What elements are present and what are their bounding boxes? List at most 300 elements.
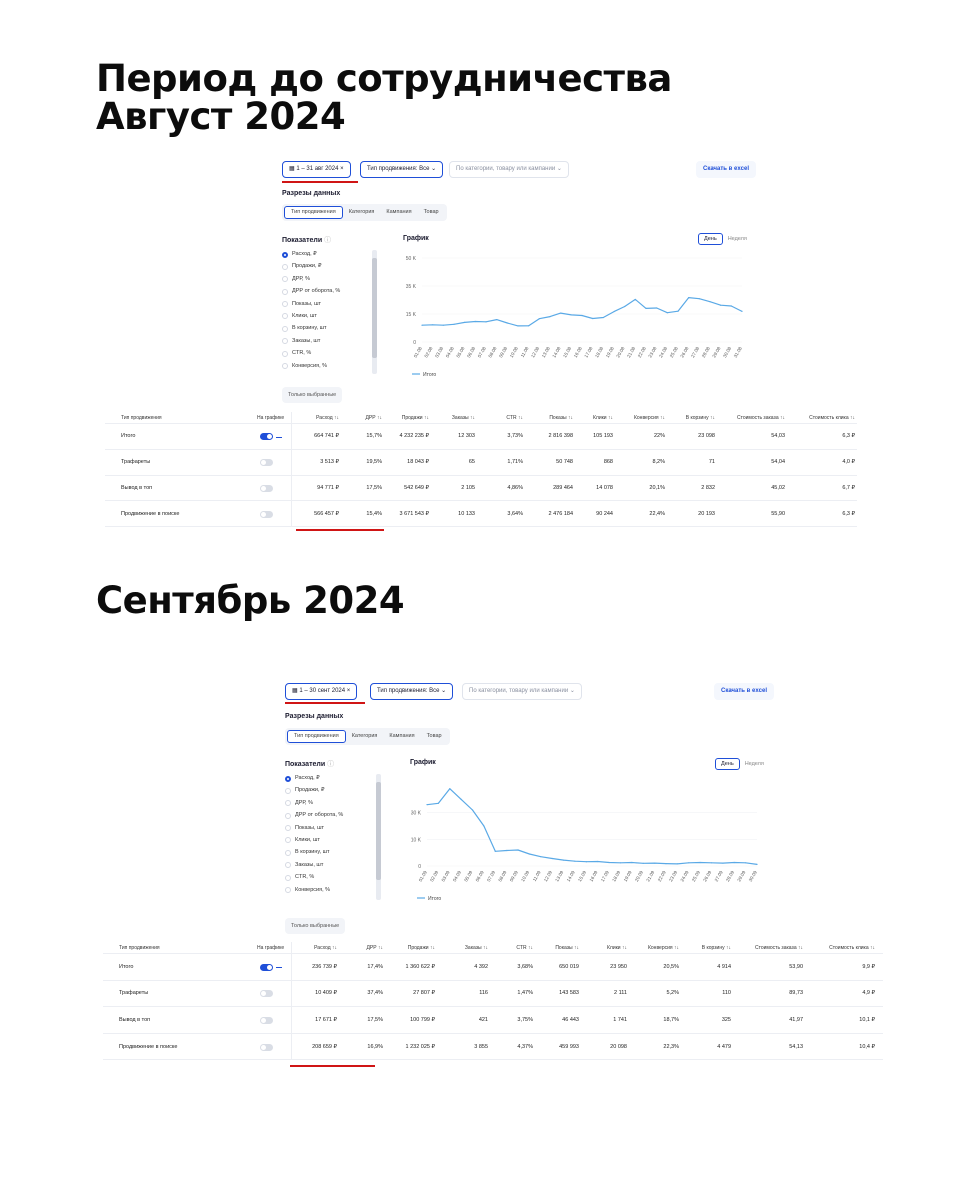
tab-promotion-type[interactable]: Тип продвижения <box>287 730 346 743</box>
table-cell: 19,5% <box>366 459 382 466</box>
table-cell: 3 671 543 ₽ <box>399 510 429 517</box>
column-header[interactable]: Показы ↑↓ <box>549 414 573 421</box>
column-header[interactable]: Заказы ↑↓ <box>464 944 488 951</box>
metrics-label-text: Показатели <box>285 761 326 768</box>
metric-label: Заказы, шт <box>292 337 321 344</box>
data-point <box>722 862 723 863</box>
chart-toggle[interactable] <box>260 511 273 518</box>
radio-icon <box>285 875 291 881</box>
metric-item[interactable] <box>282 248 377 260</box>
x-tick-label: 02.09 <box>429 870 440 883</box>
data-point <box>485 321 486 322</box>
x-tick-label: 22.08 <box>636 346 647 359</box>
table-cell: 4,0 ₽ <box>842 459 855 466</box>
column-header[interactable]: CTR ↑↓ <box>516 944 533 951</box>
metric-item[interactable] <box>285 859 380 871</box>
chart-toggle[interactable] <box>260 990 273 997</box>
data-point <box>496 319 497 320</box>
x-tick-label: 31.08 <box>732 346 743 359</box>
chart-toggle[interactable] <box>260 1044 273 1051</box>
tab-campaign[interactable]: Кампания <box>386 209 412 215</box>
chart-toggle[interactable] <box>260 433 273 440</box>
data-point <box>571 314 572 315</box>
column-header[interactable]: Стоимость клика ↑↓ <box>829 944 875 951</box>
chart-toggle[interactable] <box>260 485 273 492</box>
metric-item[interactable] <box>282 347 377 359</box>
metric-label: Конверсия, % <box>295 886 331 893</box>
metric-item[interactable] <box>285 797 380 809</box>
table-cell: 3 513 ₽ <box>320 459 339 466</box>
date-range-chip[interactable] <box>285 683 357 700</box>
x-tick-label: 11.08 <box>519 346 530 359</box>
tab-category[interactable]: Категория <box>351 733 378 739</box>
table-cell: 10,1 ₽ <box>859 1016 875 1023</box>
x-tick-label: 10.08 <box>508 346 519 359</box>
tab-product[interactable]: Товар <box>423 209 439 215</box>
metric-item[interactable] <box>282 298 377 310</box>
heading-period-before <box>96 57 672 138</box>
tab-campaign[interactable]: Кампания <box>389 733 415 739</box>
table-cell: 17,4% <box>367 963 383 970</box>
radio-icon <box>282 276 288 282</box>
table-row[interactable] <box>105 424 857 450</box>
table-cell: 53,90 <box>789 963 803 970</box>
calendar-icon: ▦ <box>292 688 300 694</box>
data-point <box>421 325 422 326</box>
table-cell: 9,9 ₽ <box>862 963 875 970</box>
metric-item[interactable] <box>282 285 377 297</box>
metric-item[interactable] <box>285 784 380 796</box>
table-cell: 868 <box>603 459 613 466</box>
x-tick-label: 16.09 <box>588 870 599 883</box>
period-week[interactable]: Неделя <box>727 236 747 242</box>
x-tick-label: 28.08 <box>700 346 711 359</box>
table-cell: 1 232 025 ₽ <box>405 1043 435 1050</box>
data-point <box>443 325 444 326</box>
table-cell: 325 <box>721 1016 731 1023</box>
metric-label: В корзину, шт <box>292 325 327 332</box>
heading-line-1: Период до сотрудничества <box>96 57 672 100</box>
metric-item[interactable] <box>282 260 377 272</box>
x-tick-label: 24.09 <box>679 870 690 883</box>
data-point <box>613 311 614 312</box>
metric-item[interactable] <box>282 310 377 322</box>
table-cell: 15,4% <box>366 510 382 517</box>
series-line <box>422 298 742 326</box>
metric-item[interactable] <box>282 322 377 334</box>
data-point <box>592 318 593 319</box>
close-icon[interactable]: × <box>338 166 344 172</box>
radio-icon <box>282 351 288 357</box>
data-point <box>720 305 721 306</box>
data-point <box>631 862 632 863</box>
table-cell: 105 193 <box>593 433 613 440</box>
column-header: На графике <box>257 944 285 951</box>
chart-label: График <box>403 235 429 242</box>
series-line <box>427 789 757 865</box>
legend-label: Итого <box>428 896 442 902</box>
radio-icon <box>285 887 291 893</box>
column-header[interactable]: В корзину ↑↓ <box>685 414 715 421</box>
table-cell: 650 019 <box>559 963 579 970</box>
column-header[interactable]: Расход ↑↓ <box>314 944 337 951</box>
table-cell: 2 105 <box>461 484 475 491</box>
y-tick-label: 0 <box>413 340 416 346</box>
download-excel-button[interactable]: Скачать в excel <box>714 683 774 700</box>
x-tick-label: 07.08 <box>476 346 487 359</box>
table-cell: 100 799 ₽ <box>410 1016 435 1023</box>
table-cell: 143 583 <box>559 990 579 997</box>
tab-product[interactable]: Товар <box>426 733 442 739</box>
column-header[interactable]: Продажи ↑↓ <box>407 944 435 951</box>
data-point <box>734 862 735 863</box>
x-tick-label: 18.08 <box>594 346 605 359</box>
radio-icon <box>282 313 288 319</box>
period-day[interactable]: День <box>715 758 740 770</box>
table-cell: 1 360 622 ₽ <box>405 963 435 970</box>
x-tick-label: 16.08 <box>572 346 583 359</box>
table-cell: 3,75% <box>517 1016 533 1023</box>
filter-text: По категории, товару или кампании <box>469 688 569 694</box>
period-week[interactable]: Неделя <box>744 761 764 767</box>
data-point <box>756 864 757 865</box>
metric-item[interactable] <box>285 822 380 834</box>
radio-icon <box>285 850 291 856</box>
metrics-scrollbar[interactable] <box>372 250 377 374</box>
table-row[interactable] <box>103 1034 883 1061</box>
legend-label: Итого <box>423 372 437 378</box>
download-excel-button[interactable]: Скачать в excel <box>696 161 756 178</box>
x-tick-label: 10.09 <box>520 870 531 883</box>
column-header[interactable]: Клики ↑↓ <box>593 414 613 421</box>
slice-tabs <box>285 728 450 745</box>
x-tick-label: 20.09 <box>633 870 645 883</box>
data-slices-label: Разрезы данных <box>285 713 344 720</box>
metric-label: CTR, % <box>295 874 315 881</box>
data-point <box>426 804 427 805</box>
metric-label: ДРР от оборота, % <box>295 812 344 819</box>
table-header <box>103 942 883 954</box>
table-cell: 46 443 <box>562 1016 579 1023</box>
metric-item[interactable] <box>285 834 380 846</box>
column-header[interactable]: Показы ↑↓ <box>555 944 579 951</box>
data-point <box>699 298 700 299</box>
table-cell: 2 832 <box>701 484 715 491</box>
table-cell: 23 098 <box>698 433 715 440</box>
x-tick-label: 21.08 <box>626 346 637 359</box>
table-cell: 27 807 ₽ <box>413 990 435 997</box>
line-chart <box>400 778 770 913</box>
category-filter[interactable] <box>462 683 582 700</box>
only-selected-button[interactable]: Только выбранные <box>282 387 342 403</box>
x-tick-label: 08.09 <box>497 870 508 883</box>
table-cell: 2 816 398 <box>548 433 573 440</box>
table-cell: 421 <box>478 1016 488 1023</box>
table-cell: 20 098 <box>610 1043 627 1050</box>
table-cell: 20 193 <box>698 510 715 517</box>
x-tick-label: 12.08 <box>530 346 541 359</box>
table-cell: 94 771 ₽ <box>317 484 339 491</box>
table-cell: 664 741 ₽ <box>314 433 339 440</box>
metric-item[interactable] <box>285 884 380 896</box>
table-cell: 1 741 <box>613 1016 627 1023</box>
data-point <box>667 312 668 313</box>
table-cell: 15,7% <box>366 433 382 440</box>
data-point <box>624 306 625 307</box>
filter-text: Тип продвижения: Все <box>377 688 440 694</box>
scrollbar-thumb[interactable] <box>376 782 381 880</box>
row-name: Трафареты <box>121 459 151 466</box>
data-point <box>495 851 496 852</box>
metric-label: ДРР от оборота, % <box>292 288 341 295</box>
table-cell: 1,47% <box>517 990 533 997</box>
table-cell: 18 043 ₽ <box>407 459 429 466</box>
period-day[interactable]: День <box>698 233 723 245</box>
table-row[interactable] <box>105 450 857 476</box>
chart-toggle[interactable] <box>260 964 273 971</box>
data-point <box>656 307 657 308</box>
table-cell: 566 457 ₽ <box>314 510 339 517</box>
x-tick-label: 18.09 <box>611 870 622 883</box>
x-tick-label: 13.09 <box>554 870 565 883</box>
y-tick-label: 10 K <box>410 837 421 844</box>
table-cell: 14 078 <box>596 484 613 491</box>
tab-category[interactable]: Категория <box>348 209 375 215</box>
metric-label: Расход, ₽ <box>295 775 320 781</box>
promotion-type-filter[interactable] <box>370 683 453 700</box>
legend-dash <box>276 967 282 968</box>
radio-icon <box>282 252 288 258</box>
x-tick-label: 04.08 <box>444 346 455 359</box>
row-name: Продвижение в поиске <box>119 1043 178 1050</box>
table-cell: 4 232 235 ₽ <box>399 433 429 440</box>
row-name: Продвижение в поиске <box>121 510 180 517</box>
metric-label: Клики, шт <box>295 836 320 843</box>
table-cell: 5,2% <box>666 990 679 997</box>
table-row[interactable] <box>103 1007 883 1034</box>
table-cell: 10 133 <box>458 510 475 517</box>
table-cell: 116 <box>479 990 488 997</box>
x-tick-label: 01.09 <box>417 870 428 883</box>
metric-item[interactable] <box>285 846 380 858</box>
metrics-scrollbar[interactable] <box>376 774 381 900</box>
data-point <box>677 311 678 312</box>
data-point <box>552 858 553 859</box>
data-point <box>461 799 462 800</box>
legend-dash <box>276 437 282 438</box>
data-point <box>645 308 646 309</box>
table-cell: 4 392 <box>474 963 488 970</box>
table-cell: 236 739 ₽ <box>312 963 337 970</box>
radio-icon <box>285 800 291 806</box>
data-table <box>103 942 883 1066</box>
y-tick-label: 15 K <box>405 312 416 318</box>
metric-label: Продажи, ₽ <box>295 787 325 794</box>
table-cell: 71 <box>708 459 715 466</box>
metric-item[interactable] <box>285 772 380 784</box>
table-cell: 208 659 ₽ <box>312 1043 337 1050</box>
data-point <box>731 305 732 306</box>
metric-item[interactable] <box>285 809 380 821</box>
chart-label: График <box>410 759 436 766</box>
data-point <box>453 324 454 325</box>
table-cell: 3,64% <box>507 510 523 517</box>
metric-label: ДРР, % <box>295 799 313 806</box>
x-tick-label: 03.08 <box>434 346 445 359</box>
data-point <box>620 862 621 863</box>
table-cell: 20,1% <box>649 484 665 491</box>
x-tick-label: 07.09 <box>486 870 497 883</box>
column-header[interactable]: В корзину ↑↓ <box>701 944 731 951</box>
metric-label: Продажи, ₽ <box>292 263 322 270</box>
metric-item[interactable] <box>282 360 377 372</box>
x-tick-label: 15.08 <box>562 346 573 359</box>
table-cell: 89,73 <box>789 990 803 997</box>
chart-toggle[interactable] <box>260 1017 273 1024</box>
scrollbar-thumb[interactable] <box>372 258 377 358</box>
row-name: Итого <box>121 433 136 440</box>
x-tick-label: 14.09 <box>565 870 576 883</box>
table-cell: 16,9% <box>367 1043 383 1050</box>
row-name: Вывод в топ <box>119 1016 151 1023</box>
column-header[interactable]: ДРР ↑↓ <box>365 414 382 421</box>
data-point <box>677 863 678 864</box>
table-cell: 22,3% <box>663 1043 679 1050</box>
x-tick-label: 26.08 <box>679 346 690 359</box>
date-range-text: 1 – 31 авг 2024 <box>296 166 339 172</box>
column-header[interactable]: Стоимость заказа ↑↓ <box>755 944 803 951</box>
table-cell: 90 244 <box>596 510 613 517</box>
radio-icon <box>282 326 288 332</box>
screenshot-august <box>100 155 860 535</box>
column-header[interactable]: Заказы ↑↓ <box>451 414 475 421</box>
x-tick-label: 28.09 <box>725 870 736 883</box>
chart-toggle[interactable] <box>260 459 273 466</box>
table-cell: 23 950 <box>610 963 627 970</box>
data-point <box>586 861 587 862</box>
highlight-underline <box>282 181 358 183</box>
x-tick-label: 25.09 <box>690 870 701 883</box>
data-point <box>507 322 508 323</box>
table-cell: 3,68% <box>517 963 533 970</box>
table-cell: 2 111 <box>614 990 627 997</box>
radio-icon <box>282 301 288 307</box>
data-point <box>709 301 710 302</box>
period-toggle <box>698 233 752 245</box>
table-cell: 45,02 <box>771 484 785 491</box>
data-point <box>540 856 541 857</box>
x-tick-label: 24.08 <box>658 346 669 359</box>
close-icon[interactable]: × <box>345 688 351 694</box>
data-point <box>506 850 507 851</box>
slice-tabs <box>282 204 447 221</box>
radio-icon <box>285 813 291 819</box>
table-cell: 65 <box>468 459 475 466</box>
data-point <box>549 316 550 317</box>
data-point <box>688 862 689 863</box>
table-row[interactable] <box>103 981 883 1008</box>
table-cell: 2 476 184 <box>548 510 573 517</box>
column-header: Тип продвижения <box>121 414 162 421</box>
metrics-label <box>285 759 334 769</box>
table-cell: 54,13 <box>789 1043 803 1050</box>
x-tick-label: 14.08 <box>551 346 562 359</box>
x-tick-label: 11.09 <box>531 870 542 883</box>
x-tick-label: 09.08 <box>498 346 509 359</box>
column-header[interactable]: Конверсия ↑↓ <box>633 414 665 421</box>
column-header[interactable]: Продажи ↑↓ <box>401 414 429 421</box>
table-cell: 289 464 <box>553 484 573 491</box>
data-point <box>597 861 598 862</box>
table-cell: 6,3 ₽ <box>842 433 855 440</box>
data-point <box>560 312 561 313</box>
column-header[interactable]: Конверсия ↑↓ <box>647 944 679 951</box>
x-tick-label: 15.09 <box>577 870 588 883</box>
table-cell: 542 649 ₽ <box>404 484 429 491</box>
chevron-down-icon: ⌄ <box>429 166 437 172</box>
x-tick-label: 12.09 <box>542 870 554 883</box>
table-row[interactable] <box>105 501 857 527</box>
column-header[interactable]: Стоимость клика ↑↓ <box>809 414 855 421</box>
metric-item[interactable] <box>282 335 377 347</box>
period-toggle <box>715 758 769 770</box>
data-point <box>472 809 473 810</box>
table-cell: 3,73% <box>507 433 523 440</box>
table-cell: 17 671 ₽ <box>315 1016 337 1023</box>
x-tick-label: 04.09 <box>451 870 463 883</box>
data-point <box>449 788 450 789</box>
only-selected-button[interactable]: Только выбранные <box>285 918 345 934</box>
chevron-down-icon: ⌄ <box>439 688 447 694</box>
data-point <box>603 317 604 318</box>
date-range-chip[interactable] <box>282 161 351 178</box>
column-header[interactable]: CTR ↑↓ <box>506 414 523 421</box>
table-row[interactable] <box>103 954 883 981</box>
promotion-type-filter[interactable] <box>360 161 443 178</box>
x-tick-label: 08.08 <box>487 346 498 359</box>
table-row[interactable] <box>105 476 857 502</box>
info-icon: ⓘ <box>324 237 332 244</box>
data-slices-label: Разрезы данных <box>282 190 341 197</box>
column-header[interactable]: ДРР ↑↓ <box>366 944 383 951</box>
line-chart <box>395 250 755 390</box>
table-cell: 4,37% <box>517 1043 533 1050</box>
metrics-list <box>282 248 377 372</box>
x-tick-label: 23.08 <box>647 346 658 359</box>
column-header[interactable]: Клики ↑↓ <box>607 944 627 951</box>
highlight-underline <box>290 1065 375 1067</box>
x-tick-label: 17.08 <box>583 346 594 359</box>
tab-promotion-type[interactable]: Тип продвижения <box>284 206 343 219</box>
table-cell: 3 855 <box>474 1043 488 1050</box>
data-point <box>711 862 712 863</box>
x-tick-label: 19.09 <box>622 870 633 883</box>
data-point <box>517 325 518 326</box>
x-tick-label: 27.09 <box>713 870 724 883</box>
category-filter[interactable] <box>449 161 569 178</box>
column-divider <box>291 412 292 527</box>
column-header[interactable]: Стоимость заказа ↑↓ <box>737 414 785 421</box>
table-cell: 22% <box>653 433 665 440</box>
metric-item[interactable] <box>282 273 377 285</box>
data-point <box>529 853 530 854</box>
data-point <box>574 861 575 862</box>
table-cell: 54,03 <box>771 433 785 440</box>
filter-text: По категории, товару или кампании <box>456 166 556 172</box>
column-header[interactable]: Расход ↑↓ <box>316 414 339 421</box>
metric-item[interactable] <box>285 871 380 883</box>
x-tick-label: 30.09 <box>747 870 758 883</box>
